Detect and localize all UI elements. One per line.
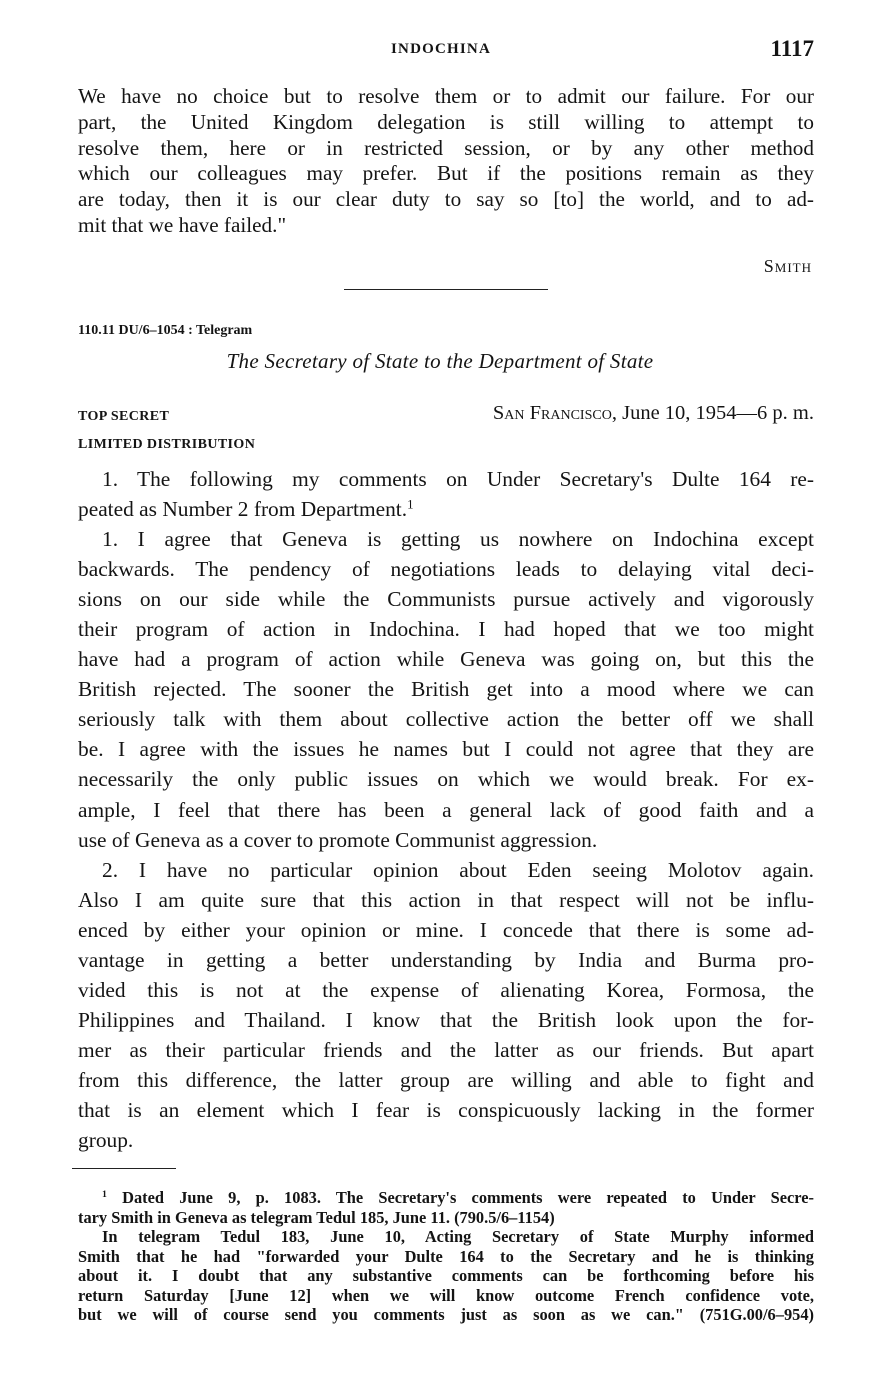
footnote-line: return Saturday [June 12] when we will know outcome French confidence vote,	[78, 1285, 814, 1305]
document-title: The Secretary of State to the Department of State	[226, 349, 654, 373]
footnote-line: $^1$ Dated June 9, p. 1083. The Secretary's comments were repeated to Under Secre-	[102, 1188, 814, 1207]
footnote-line: tary Smith in Geneva as telegram Tedul 185, June 11. (790.5/6–1154)	[78, 1207, 555, 1227]
section-divider	[344, 289, 548, 290]
quote-line: part, the United Kingdom delegation is still willing to attempt to	[78, 109, 814, 134]
body-line: Philippines and Thailand. I know that the British look upon the for-	[78, 1007, 814, 1032]
telegram-body	[78, 464, 814, 1155]
classification-label: TOP SECRET	[78, 409, 170, 424]
quote-line: mit that we have failed."	[78, 212, 287, 237]
footnote-line: Smith that he had "forwarded your Dulte 164 to the Secretary and he is thinking	[78, 1246, 814, 1266]
footnote-reference[interactable]: 1	[407, 497, 414, 512]
footnote-divider	[72, 1168, 176, 1169]
file-reference: 110.11 DU/6–1054 : Telegram	[78, 323, 253, 338]
page-header	[0, 36, 880, 66]
quote-line: which our colleagues may prefer. But if the positions remain as they	[78, 161, 814, 186]
footnote-marker: 1	[102, 1189, 107, 1201]
distribution-label: LIMITED DISTRIBUTION	[78, 437, 256, 452]
body-line: their program of action in Indochina. I had hoped that we too might	[78, 617, 814, 642]
body-line: peated as Number 2 from Department.$^1$	[78, 497, 414, 522]
body-line: use of Geneva as a cover to promote Communist aggression.	[78, 827, 598, 852]
body-line: seriously talk with them about collective action the better off we shall	[78, 707, 814, 732]
body-line: 1. I agree that Geneva is getting us nowhere on Indochina except	[102, 527, 814, 552]
body-line: vantage in getting a better understanding by India and Burma pro-	[78, 947, 814, 972]
dateline	[493, 402, 814, 425]
body-line: Also I am quite sure that this action in that respect will not be influ-	[78, 887, 814, 912]
body-line: from this difference, the latter group are willing and able to fight and	[78, 1067, 814, 1092]
body-line: necessarily the only public issues on which we would break. For ex-	[78, 767, 814, 792]
body-line: 1. The following my comments on Under Secretary's Dulte 164 re-	[102, 467, 814, 491]
footnotes	[78, 1188, 814, 1325]
body-line: group.	[78, 1128, 134, 1153]
body-line: enced by either your opinion or mine. I concede that there is some ad-	[78, 917, 814, 942]
body-line: be. I agree with the issues he names but I could not agree that they are	[78, 737, 814, 762]
running-title: INDOCHINA	[391, 41, 491, 57]
body-line: have had a program of action while Geneva was going on, but this the	[78, 647, 814, 672]
body-line: vided this is not at the expense of alienating Korea, Formosa, the	[78, 977, 814, 1002]
quote-line: resolve them, here or in restricted session, or by any other method	[78, 135, 814, 160]
footnote-line: In telegram Tedul 183, June 10, Acting Secretary of State Murphy informed	[102, 1227, 814, 1246]
body-line: that is an element which I fear is conspicuously lacking in the former	[78, 1097, 814, 1122]
body-line: backwards. The pendency of negotiations leads to delaying vital deci-	[78, 557, 814, 582]
body-line: sions on our side while the Communists pursue actively and vigorously	[78, 587, 814, 612]
quoted-statement	[78, 84, 814, 239]
body-line: mer as their particular friends and the latter as our friends. But apart	[78, 1037, 814, 1062]
signature: Smith	[763, 256, 812, 276]
body-line: 2. I have no particular opinion about Eden seeing Molotov again.	[102, 857, 814, 882]
footnote-line: about it. I doubt that any substantive comments can be forthcoming before his	[78, 1266, 814, 1285]
dateline-date: June 10, 1954—6 p. m.	[622, 402, 814, 424]
body-line: ample, I feel that there has been a general lack of good faith and a	[78, 797, 814, 822]
body-line: British rejected. The sooner the British get into a mood where we can	[78, 677, 814, 702]
quote-line: are today, then it is our clear duty to say so [to] the world, and to ad-	[78, 187, 814, 212]
dateline-place: San Francisco,	[492, 402, 617, 424]
page-number: 1117	[770, 36, 814, 61]
quote-line: We have no choice but to resolve them or to admit our failure. For our	[78, 84, 814, 108]
footnote-line: but we will of course send you comments just as soon as we can." (751G.00/6–954)	[78, 1305, 814, 1324]
